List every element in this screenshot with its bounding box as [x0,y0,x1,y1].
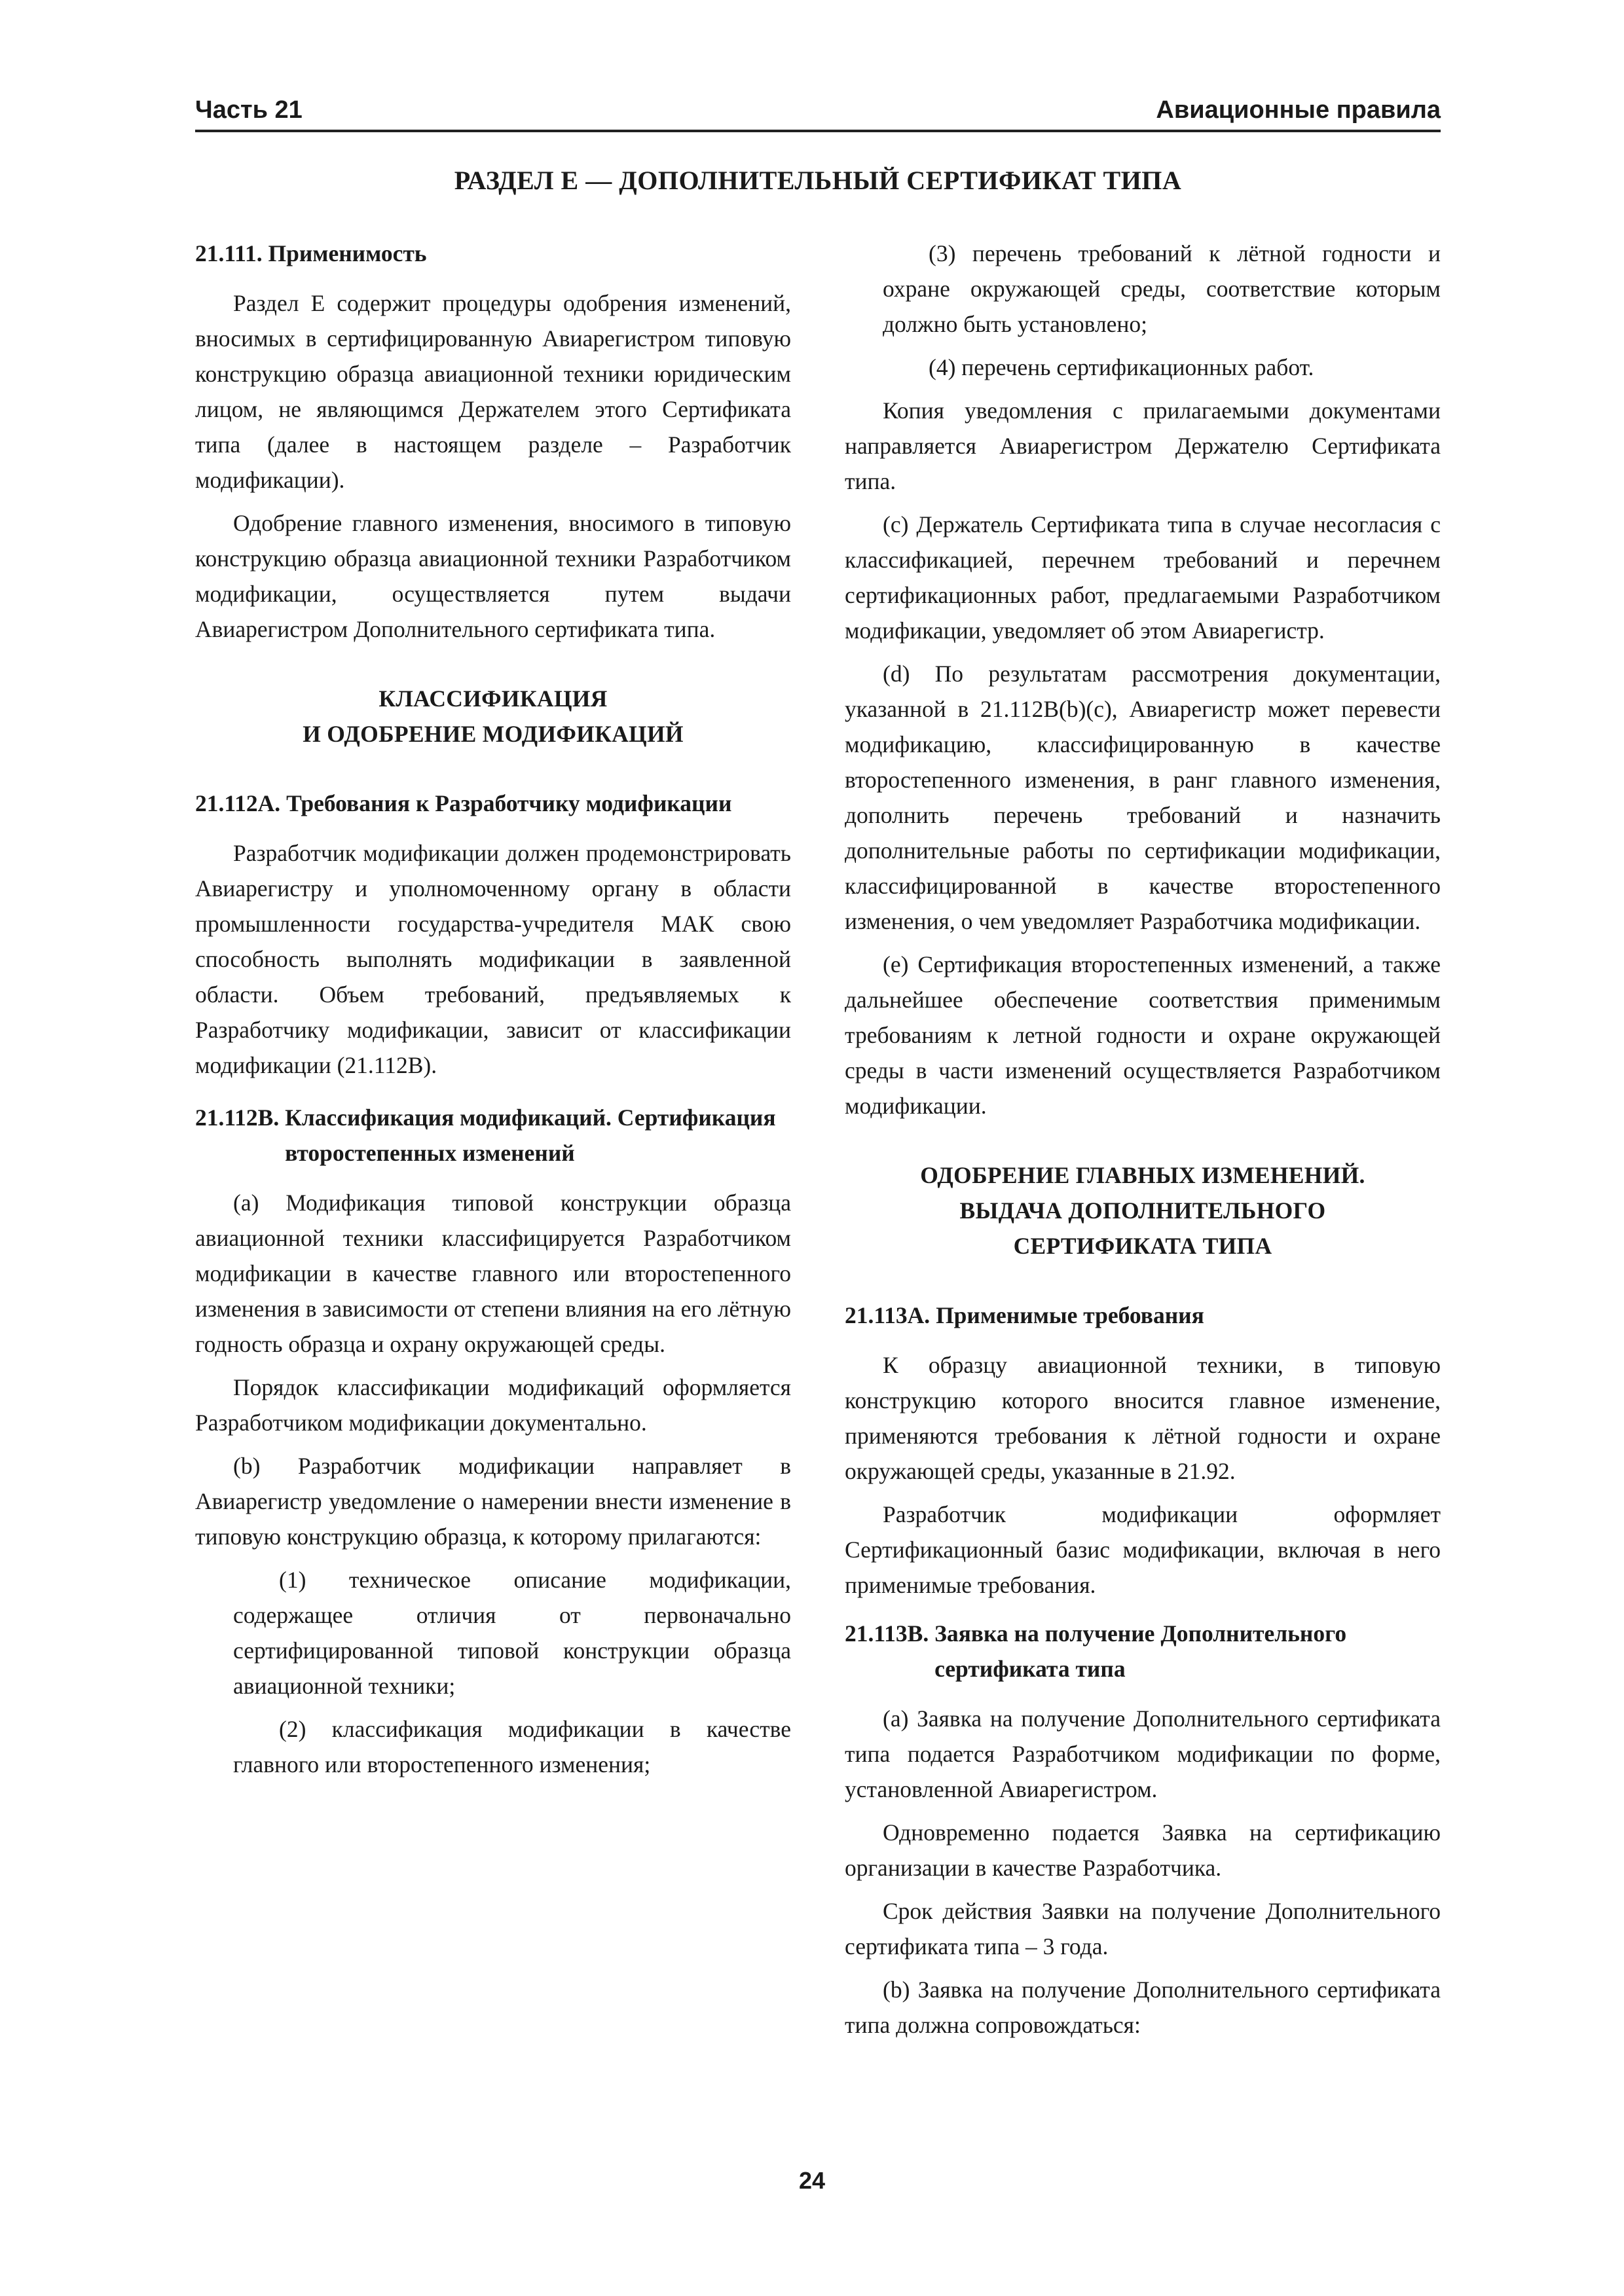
paragraph: К образцу авиационной техники, в типовую конструкцию которого вносится главное изменение, применяются требования к лётной годности и охране окружающей среды, указанные в 21.92. [845,1352,1441,1484]
paragraph: Копия уведомления с прилагаемыми документами направляется Авиарегистром Держателю Сертификата типа. [845,397,1441,494]
paragraph: (e) Сертификация второстепенных изменений, а также дальнейшее обеспечение соответствия применимым требованиям к летной годности и охране окружающей среды в части изменений осуществляется Разработчиком модификации. [845,951,1441,1119]
subsection-line: СЕРТИФИКАТА ТИПА [1013,1233,1272,1259]
list-item: (1) техническое описание модификации, содержащее отличия от первоначально сертифицированной типовой конструкции образца авиационной техники; [233,1567,791,1699]
heading-21-112a [195,786,791,821]
paragraph: Разработчик модификации оформляет Сертификационный базис модификации, включая в него применимые требования. [845,1501,1441,1598]
paragraph: Одобрение главного изменения, вносимого в типовую конструкцию образца авиационной техники Разработчиком модификации, осуществляется путем выдачи Авиарегистром Дополнительного сертификата типа. [195,510,791,642]
heading-number: 21.112В. [195,1104,286,1131]
heading-21-112b [195,1100,791,1171]
paragraph: (c) Держатель Сертификата типа в случае несогласия с классификацией, перечнем требований и перечнем сертификационных работ, предлагаемыми Разработчиком модификации, уведомляет об этом Авиарегистр. [845,511,1441,644]
heading-21-113a [845,1298,1441,1333]
heading-text: Применимость [268,240,427,266]
subsection-line: ВЫДАЧА ДОПОЛНИТЕЛЬНОГО [959,1197,1326,1224]
paragraph: (a) Модификация типовой конструкции образца авиационной техники классифицируется Разработчиком модификации в качестве главного или второстепенного изменения в зависимости от степени влияния на его лётную годность образца и охрану окружающей среды. [195,1190,791,1357]
paragraph: (b) Заявка на получение Дополнительного сертификата типа должна сопровождаться: [845,1977,1441,2038]
paragraph: Раздел Е содержит процедуры одобрения изменений, вносимых в сертифицированную Авиарегистром типовую конструкцию образца авиационной техники юридическим лицом, не являющимся Держателем этого Сертификата типа (далее в настоящем разделе – Разработчик модификации). [195,290,791,493]
heading-number: 21.113В. [845,1620,935,1647]
header-part: Часть 21 [195,96,303,124]
paragraph: Срок действия Заявки на получение Дополнительного сертификата типа – 3 года. [845,1898,1441,1959]
paragraph: Разработчик модификации должен продемонстрировать Авиарегистру и уполномоченному органу в области промышленности государства-учредителя МАК свою способность выполнять модификации в заявленной области. Объем требований, предъявляемых к Разработчику модификации, зависит от классификации модификации (21.112В). [195,840,791,1078]
page-number: 24 [798,2167,826,2194]
heading-21-111 [195,236,791,271]
paragraph: Порядок классификации модификаций оформляется Разработчиком модификации документально. [195,1374,791,1436]
heading-number: 21.112А. [195,790,287,816]
section-title: РАЗДЕЛ Е — ДОПОЛНИТЕЛЬНЫЙ СЕРТИФИКАТ ТИПА [454,166,1182,195]
subsection-line: ОДОБРЕНИЕ ГЛАВНЫХ ИЗМЕНЕНИЙ. [920,1162,1365,1188]
subsection-title-major-changes [845,1157,1441,1264]
heading-number: 21.111. [195,240,268,266]
paragraph: (d) По результатам рассмотрения документации, указанной в 21.112В(b)(c), Авиарегистр может перевести модификацию, классифицированную в качестве второстепенного изменения, в ранг главного изменения, дополнить перечень требований и назначить дополнительные работы по сертификации модификации, классифицированной в качестве второстепенного изменения, о чем уведомляет Разработчика модификации. [845,661,1441,934]
paragraph: Одновременно подается Заявка на сертификацию организации в качестве Разработчика. [845,1819,1441,1881]
paragraph: (a) Заявка на получение Дополнительного сертификата типа подается Разработчиком модификации по форме, установленной Авиарегистром. [845,1705,1441,1802]
heading-number: 21.113А. [845,1302,936,1328]
heading-text: Классификация модификаций. Сертификация второстепенных изменений [285,1104,776,1166]
paragraph: (b) Разработчик модификации направляет в Авиарегистр уведомление о намерении внести изменение в типовую конструкцию образца, к которому прилагаются: [195,1453,791,1550]
header-doc-title: Авиационные правила [1156,96,1441,124]
page-header [195,90,1441,132]
list-item: (3) перечень требований к лётной годности и охране окружающей среды, соответствие которым должно быть установлено; [883,240,1441,337]
left-column [195,236,791,1790]
list-item: (4) перечень сертификационных работ. [929,354,1314,380]
subsection-line: И ОДОБРЕНИЕ МОДИФИКАЦИЙ [303,721,684,747]
right-column [845,236,1441,2050]
heading-21-113b [845,1616,1441,1686]
subsection-line: КЛАССИФИКАЦИЯ [378,685,608,712]
heading-text: Требования к Разработчику модификации [286,790,732,816]
heading-text: Заявка на получение Дополнительного сертификата типа [934,1620,1347,1682]
heading-text: Применимые требования [936,1302,1204,1328]
subsection-title-classification [195,681,791,752]
list-item: (2) классификация модификации в качестве главного или второстепенного изменения; [233,1716,791,1777]
